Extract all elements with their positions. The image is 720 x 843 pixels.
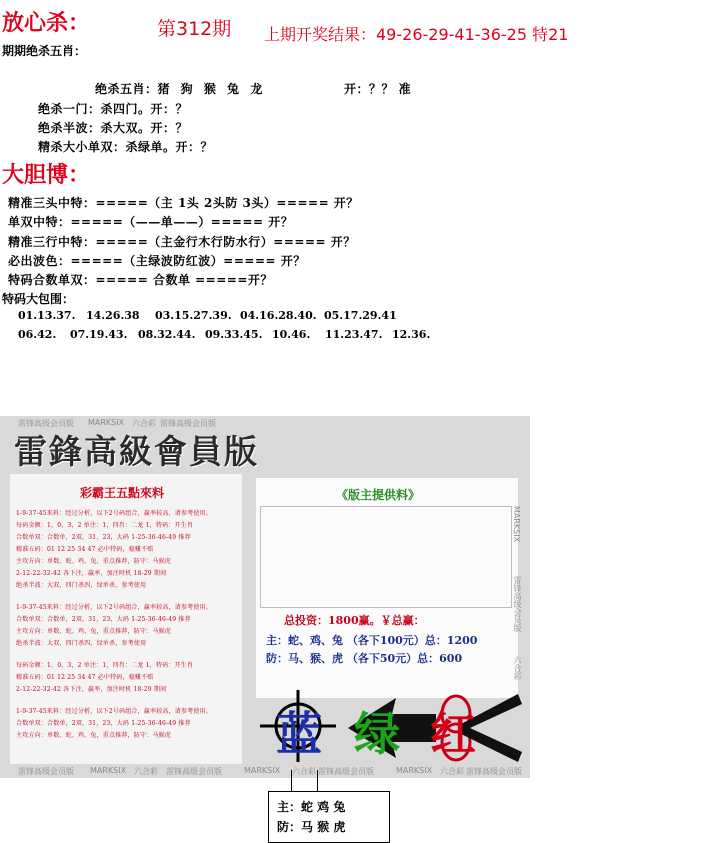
left-box-text: 1-9-37-45来料：经过分析，以下2号码组合，赢率较高，请参考使用。 (16, 510, 213, 517)
empty-frame (260, 506, 512, 608)
red-char: 红 (430, 707, 476, 761)
bold-line-1: 精准三头中特：=====（主 1头 2头防 3头）===== 开？ (8, 196, 359, 210)
watermark: 雷锋高级会员版 (160, 419, 216, 428)
watermark: 雷锋高级会员版 (18, 767, 74, 776)
watermark: 六合彩 (292, 767, 316, 776)
left-box-text: 2-12-22-32-42 各下注，赢率，加注时机 18-29 期间 (16, 570, 167, 577)
left-box-text: 合数单双：合数单，2双，31，23，大码 1-25-36-46-49 推荐 (16, 720, 191, 727)
kill-line-1: 绝杀一门：杀四门。开：？ (38, 102, 189, 116)
total-line: 总投资：1800赢。￥总赢： (284, 614, 425, 627)
left-box-text: 主攻方向：单数、蛇、鸡、兔，重点推荐，防守：马猴虎 (16, 732, 172, 739)
left-box-text: 主攻方向：单数、蛇、鸡、兔，重点推荐，防守：马猴虎 (16, 558, 172, 565)
last-result: 上期开奖结果：49-26-29-41-36-25 特21 (264, 25, 569, 44)
watermark: MARKSIX (512, 506, 521, 543)
package-title: 特码大包围： (2, 292, 75, 306)
watermark: MARKSIX (90, 766, 127, 775)
subtitle: 期期绝杀五肖： (2, 44, 87, 58)
package-number: 12.36. (392, 328, 431, 341)
issue-number: 第312期 (157, 18, 232, 40)
watermark: 六合彩 (440, 767, 464, 776)
page-title: 放心杀： (2, 11, 91, 36)
watermark: MARKSIX (396, 766, 433, 775)
watermark: 雷锋高级会员版 (513, 576, 522, 632)
left-box-text: 每码金额：1，0，3，2 单注：1，四肖：二龙 1，特码：开生肖 (16, 522, 194, 529)
bold-line-3: 精准三行中特：=====（主金行木行防水行）===== 开？ (8, 235, 356, 249)
left-box-text: 1-9-37-45来料：经过分析，以下2号码组合，赢率较高，请参考使用。 (16, 604, 213, 611)
watermark: MARKSIX (244, 766, 281, 775)
package-number: 14.26.38 (86, 309, 140, 322)
package-number: 05.17.29.41 (324, 309, 397, 322)
watermark: 六合彩 (134, 767, 158, 776)
left-box-text: 每码金额：1，0，3，2 单注：1，四肖：二龙 1，特码：开生肖 (16, 662, 194, 669)
package-number: 03.15.27.39. (155, 309, 232, 322)
watermark: 六合彩 (513, 656, 522, 680)
pointer-line (291, 770, 292, 792)
caption-guard: 防：马 猴 虎 (277, 820, 346, 834)
right-info-box (256, 478, 518, 698)
watermark: 雷锋高级会员版 (166, 767, 222, 776)
package-number: 07.19.43. (70, 328, 128, 341)
blue-char: 蓝 (276, 707, 322, 761)
summary-caption (268, 791, 390, 843)
bold-line-5: 特码合数单双：===== 合数单 =====开？ (8, 273, 273, 287)
left-box-text: 精准五码：01 12 25 34 47 必中特码，稳赚不赔 (16, 546, 154, 553)
watermark: 雷锋高级会员版 (18, 419, 74, 428)
left-box-text: 合数单双：合数单，2双，31，23，大码 1-25-36-46-49 推荐 (16, 616, 191, 623)
kill-line-2: 绝杀半波：杀大双。开：？ (38, 121, 189, 135)
right-box-header: 《版主提供料》 (336, 488, 421, 502)
package-number: 08.32.44. (138, 328, 196, 341)
bold-section-title: 大胆博： (2, 163, 91, 188)
package-number: 04.16.28.40. (240, 309, 317, 322)
five-zodiac-kill: 绝杀五肖：猪 狗 猴 兔 龙 (95, 82, 263, 96)
left-box-text: 1-9-37-45来料：经过分析，以下2号码组合，赢率较高，请参考使用。 (16, 708, 213, 715)
package-number: 09.33.45. (205, 328, 263, 341)
watermark: 六合彩 (132, 419, 156, 428)
left-box-text: 2-12-22-32-42 各下注，赢率，加注时机 18-29 期间 (16, 686, 167, 693)
package-number: 06.42. (18, 328, 57, 341)
five-zodiac-open: 开：？？ 准 (344, 82, 412, 96)
pointer-line (317, 770, 318, 792)
watermark: 雷锋高级会员版 (318, 767, 374, 776)
watermark: 雷锋高级会员版 (466, 767, 522, 776)
left-box-text: 主攻方向：单数、蛇、鸡、兔，重点推荐，防守：马猴虎 (16, 628, 172, 635)
package-number: 01.13.37. (18, 309, 76, 322)
bold-line-4: 必出波色：=====（主绿波防红波）===== 开？ (8, 254, 306, 268)
panel-big-title: 雷鋒高級會員版 (14, 432, 259, 471)
guard-bet-line: 防：马、猴、虎 （各下50元）总：600 (266, 652, 463, 665)
package-number: 11.23.47. (325, 328, 383, 341)
main-bet-line: 主：蛇、鸡、兔 （各下100元）总：1200 (266, 634, 478, 647)
watermark: MARKSIX (88, 418, 125, 427)
left-box-text: 绝杀半波：大双，四门杀四，绿单杀，参考使用 (16, 640, 147, 647)
left-box-text: 合数单双：合数单，2双，31，23，大码 1-25-36-46-49 推荐 (16, 534, 191, 541)
member-panel-image (0, 416, 530, 778)
kill-line-3: 精杀大小单双：杀绿单。开：？ (38, 140, 214, 154)
left-box-text: 绝杀半波：大双，四门杀四，绿单杀，参考使用 (16, 582, 147, 589)
left-box-header: 彩霸王五點來料 (80, 486, 165, 500)
package-number: 10.46. (272, 328, 311, 341)
green-char: 绿 (354, 707, 400, 761)
caption-main: 主：蛇 鸡 兔 (277, 800, 346, 814)
bold-line-2: 单双中特：=====（——单——）===== 开？ (8, 215, 294, 229)
left-box-text: 精准五码：01 12 25 34 47 必中特码，稳赚不赔 (16, 674, 154, 681)
left-info-box (10, 474, 242, 764)
